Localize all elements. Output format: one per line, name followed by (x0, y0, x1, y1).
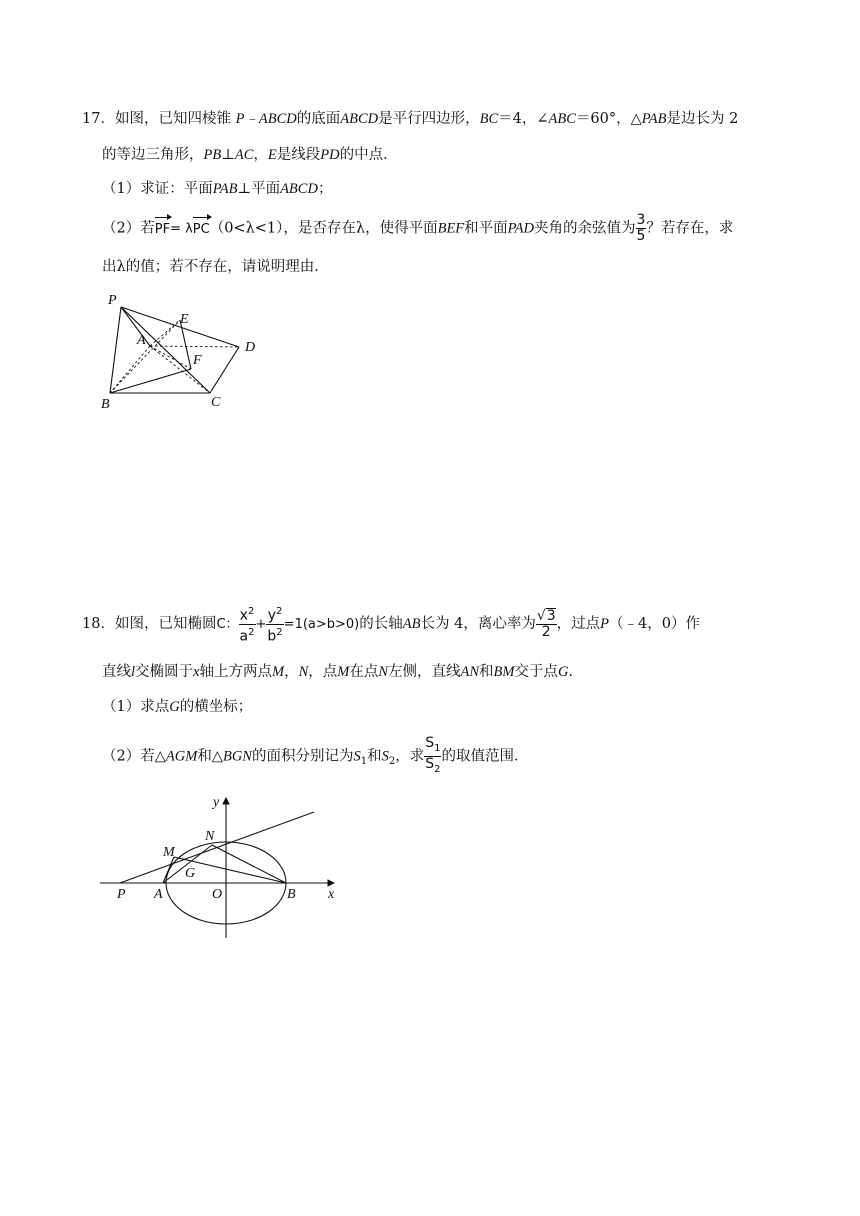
label-b: B (287, 887, 296, 902)
q17-number: 17． (82, 111, 115, 127)
q17-line2: 的等边三角形，PB⊥AC，E是线段PD的中点． (102, 147, 398, 163)
label-y: y (213, 795, 220, 810)
q18-number: 18． (82, 616, 115, 633)
q18-part1: （1）求点G的横坐标； (102, 699, 253, 715)
fraction-y2-b2: $\frac{y^2}{b^2}$ (267, 606, 283, 645)
label-c: C (211, 395, 221, 410)
q17-part1: （1）求证：平面PAB⊥平面ABCD； (102, 181, 333, 197)
label-a: A (154, 887, 163, 902)
q18-line1: 18．如图，已知椭圆C： $\frac{x^2}{a^2}$ + $\frac{y^2}{b^2}$ =1(a>b>0)的长轴AB长为 4，离心率为 $\frac{√3}{2}$ ，过点P（﹣4，0）作 (82, 606, 700, 645)
ellipse-figure (96, 790, 352, 944)
fraction-x2-a2: $\frac{x^2}{a^2}$ (239, 606, 255, 645)
edge-ad (150, 346, 239, 347)
vector-pf: PF (155, 219, 170, 241)
vector-pc: PC (193, 219, 210, 241)
label-f: F (193, 353, 202, 368)
edge-ab (110, 346, 150, 393)
label-p: P (108, 293, 117, 308)
segment-af (150, 346, 191, 369)
q17-part2-cont: 出λ的值；若不存在，请说明理由． (102, 259, 329, 275)
segment-ef (180, 320, 191, 369)
label-d: D (245, 340, 256, 355)
q17-part2: （2）若PF= λPC（0<λ<1），是否存在λ，使得平面BEF和平面PAD夹角的余弦值为 $\frac{3}{5}$ ？若存在，求 (102, 212, 734, 244)
segment-ae (150, 320, 180, 346)
label-a: A (137, 333, 146, 348)
edge-pc (121, 307, 210, 393)
q18-line2: 直线l交椭圆于x轴上方两点M，N，点M在点N左侧，直线AN和BM交于点G． (102, 664, 583, 680)
label-n: N (205, 829, 215, 844)
label-b: B (101, 397, 110, 412)
q18-part2: （2）若△AGM和△BGN的面积分别记为$S_1$和$S_2$，求 $\frac{S_1}{S_2}$ 的取值范围． (102, 735, 529, 775)
edge-pa (121, 307, 150, 346)
label-g: G (185, 866, 196, 881)
pyramid-figure (96, 286, 266, 412)
label-x: x (328, 887, 335, 902)
label-e: E (180, 312, 189, 327)
segment-bf (110, 369, 191, 393)
fraction-sqrt3-2: $\frac{√3}{2}$ (536, 608, 556, 641)
line-nb (212, 845, 286, 883)
edge-cd (210, 347, 239, 393)
fraction-3-5: $\frac{3}{5}$ (636, 212, 646, 244)
label-p: P (117, 887, 126, 902)
label-o: O (212, 887, 223, 902)
fraction-s1-s2: $\frac{S_1}{S_2}$ (425, 735, 441, 775)
q17-line1: 17．如图，已知四棱锥 P﹣ABCD的底面ABCD是平行四边形，BC＝4，∠ABC＝60°，△PAB是边长为 2 (82, 111, 739, 127)
label-m: M (163, 845, 175, 860)
edge-pb (110, 307, 121, 393)
